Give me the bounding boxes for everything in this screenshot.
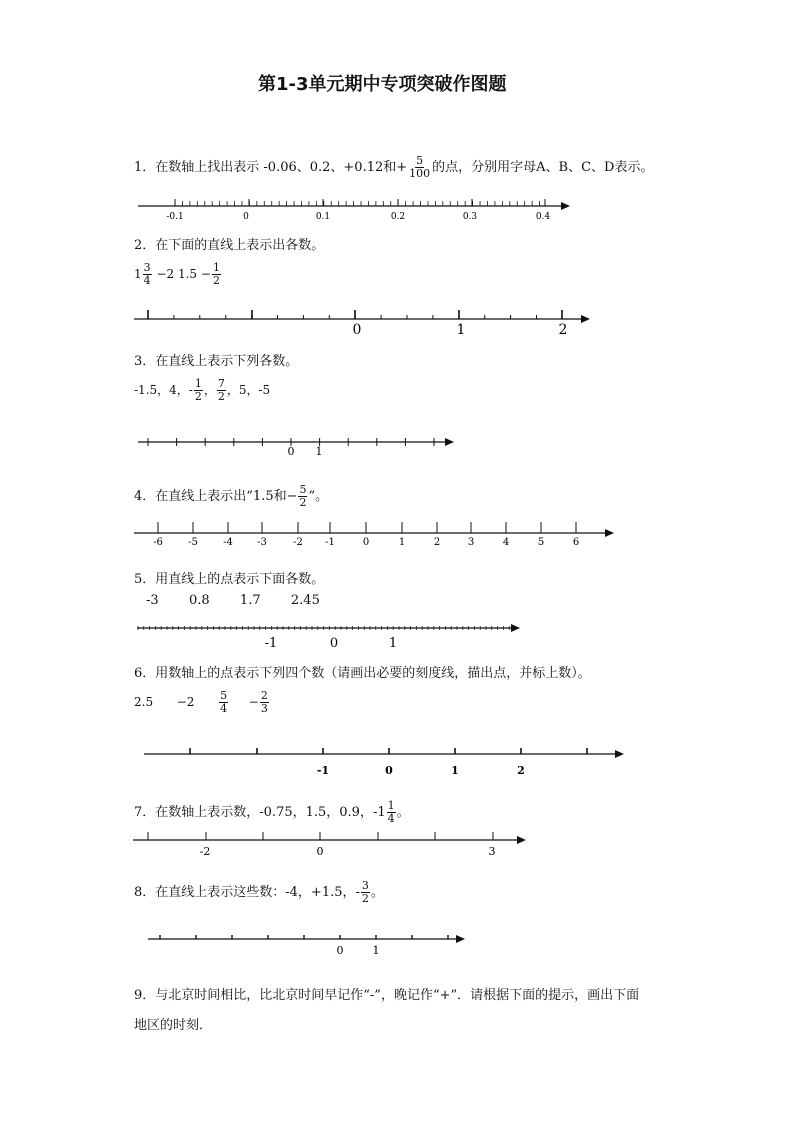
q8-tick-label: 0 xyxy=(336,944,344,957)
q1-tick-label: 0.1 xyxy=(315,212,331,222)
denominator: 4 xyxy=(387,812,395,825)
q3-arrow-icon xyxy=(445,438,454,446)
q2-tick-label: 2 xyxy=(558,322,568,338)
q2-arrow-icon xyxy=(581,315,590,323)
q6-minus: − xyxy=(248,695,259,709)
q4-tick-label: 6 xyxy=(572,537,580,548)
q1-text-b: 的点，分别用字母A、B、C、D表示。 xyxy=(432,160,654,175)
q2-mixed-whole: 1 xyxy=(134,267,142,281)
q1-text-a: 1．在数轴上找出表示 -0.06、0.2、+0.12和+ xyxy=(134,160,408,175)
q4-tick-label: -1 xyxy=(325,537,335,548)
numerator: 3 xyxy=(361,879,369,892)
denominator: 2 xyxy=(217,390,225,403)
q4-tick-label: 5 xyxy=(537,537,545,548)
q5-value: 1.7 xyxy=(239,593,261,608)
q4-tick-label: -5 xyxy=(188,537,198,548)
q4-tick-label: 0 xyxy=(362,537,370,548)
q6-tick-label: 2 xyxy=(517,764,525,777)
q5-tick-label: -1 xyxy=(264,636,278,651)
question-5: 5．用直线上的点表示下面各数。 xyxy=(134,572,325,587)
q4-tick-label: -3 xyxy=(257,537,267,548)
question-9-line-1: 9．与北京时间相比，比北京时间早记作“-”，晚记作“+”．请根据下面的提示，画出下面 xyxy=(134,988,640,1003)
q1-tick-label: 0.3 xyxy=(462,212,478,222)
q2-tick-label: 0 xyxy=(352,322,362,338)
q7-arrow-icon xyxy=(517,836,526,844)
question-9-line-2: 地区的时刻． xyxy=(134,1018,213,1033)
q6-tick-label: 0 xyxy=(385,764,393,777)
numerator: 5 xyxy=(299,483,307,496)
denominator: 4 xyxy=(220,702,228,715)
numerator: 3 xyxy=(143,261,151,274)
q5-value: 0.8 xyxy=(188,593,210,608)
question-2: 2．在下面的直线上表示出各数。 xyxy=(134,238,325,253)
q5-value: 2.45 xyxy=(290,593,320,608)
q4-tick-label: 3 xyxy=(467,537,475,548)
q3-tick-label: 0 xyxy=(287,445,295,458)
numerator: 5 xyxy=(416,154,424,167)
numerator: 2 xyxy=(260,689,268,702)
q3-separator: ， xyxy=(203,383,216,397)
q8-arrow-icon xyxy=(456,935,465,943)
q3-values-a: -1.5，4，- xyxy=(134,383,193,397)
question-6: 6．用数轴上的点表示下列四个数（请画出必要的刻度线，描出点，并标上数）。 xyxy=(134,666,591,681)
q2-tick-label: 1 xyxy=(456,322,466,338)
q4-tick-label: 2 xyxy=(433,537,441,548)
q7-text-a: 7．在数轴上表示数，-0.75，1.5，0.9，-1 xyxy=(134,805,386,820)
numerator: 7 xyxy=(217,377,225,390)
q5-tick-label: 0 xyxy=(329,636,339,651)
q8-text-a: 8．在直线上表示这些数：-4，+1.5，- xyxy=(134,885,360,900)
denominator: 2 xyxy=(212,274,220,287)
q4-tick-label: -4 xyxy=(223,537,233,548)
q2-mid-values: −2 1.5 − xyxy=(156,267,211,281)
denominator: 100 xyxy=(409,167,431,180)
q1-tick-label: -0.1 xyxy=(166,212,184,222)
numerator: 1 xyxy=(387,799,395,812)
denominator: 2 xyxy=(299,496,307,509)
q1-tick-label: 0.4 xyxy=(535,212,551,222)
q6-arrow-icon xyxy=(615,750,624,758)
q3-values-c: ，5，-5 xyxy=(226,383,271,397)
numerator: 1 xyxy=(194,377,202,390)
q5-value: -3 xyxy=(146,593,159,608)
q5-tick-label: 1 xyxy=(388,636,398,651)
q7-tick-label: 3 xyxy=(488,845,496,858)
q6-tick-label: -1 xyxy=(316,764,330,777)
q1-tick-label: 0.2 xyxy=(390,212,406,222)
numerator: 1 xyxy=(212,261,220,274)
q3-tick-label: 1 xyxy=(315,445,323,458)
q1-tick-label: 0 xyxy=(243,212,249,222)
q4-tick-label: 1 xyxy=(398,537,406,548)
q4-text-b: ”。 xyxy=(308,489,329,504)
q7-text-b: 。 xyxy=(396,805,410,820)
denominator: 4 xyxy=(143,274,151,287)
q6-value: −2 xyxy=(176,695,195,709)
q8-text-b: 。 xyxy=(370,885,384,900)
q6-value: 2.5 xyxy=(134,695,154,709)
q4-arrow-icon xyxy=(605,529,614,537)
q7-tick-label: -2 xyxy=(199,845,211,858)
q4-tick-label: 4 xyxy=(502,537,510,548)
q4-tick-label: -6 xyxy=(153,537,163,548)
question-3: 3．在直线上表示下列各数。 xyxy=(134,354,299,369)
denominator: 2 xyxy=(194,390,202,403)
q4-tick-label: -2 xyxy=(293,537,303,548)
q8-tick-label: 1 xyxy=(372,944,380,957)
q7-tick-label: 0 xyxy=(316,845,324,858)
denominator: 3 xyxy=(260,702,268,715)
denominator: 2 xyxy=(361,892,369,905)
q1-arrow-icon xyxy=(561,202,570,210)
numerator: 5 xyxy=(220,689,228,702)
q5-arrow-icon xyxy=(511,624,520,632)
page-title: 第1-3单元期中专项突破作图题 xyxy=(258,74,507,95)
q4-text-a: 4．在直线上表示出“1.5和− xyxy=(134,489,298,504)
q6-tick-label: 1 xyxy=(451,764,459,777)
